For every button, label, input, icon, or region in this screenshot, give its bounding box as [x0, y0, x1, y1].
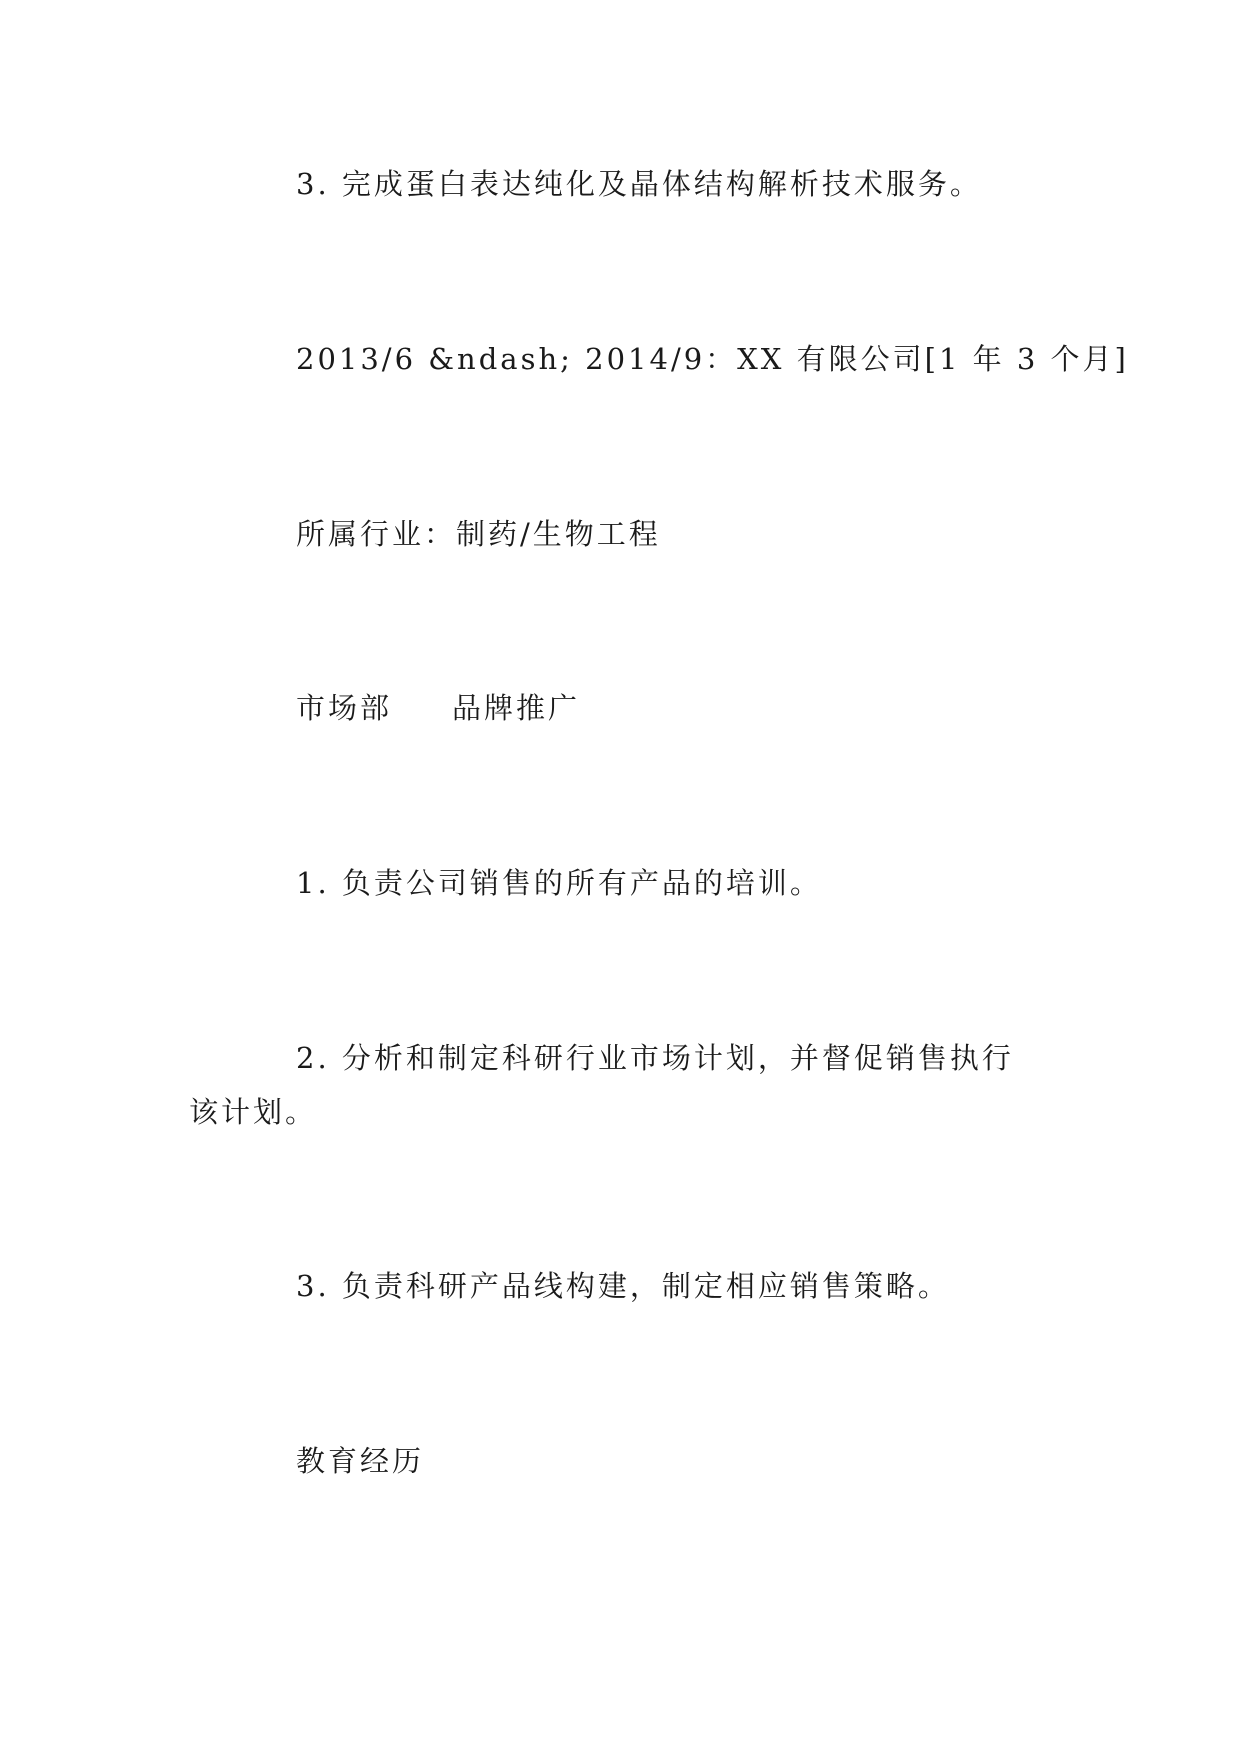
department: 市场部: [296, 691, 393, 725]
education-heading: 教育经历: [296, 1444, 425, 1478]
duty-item-2-continuation: 该计划。: [189, 1095, 318, 1129]
department-position-line: [296, 688, 580, 728]
duty-item-3-protein: 3. 完成蛋白表达纯化及晶体结构解析技术服务。: [296, 167, 982, 201]
duty-item-1-training: 1. 负责公司销售的所有产品的培训。: [296, 866, 822, 900]
employment-period: 2013/6 &ndash; 2014/9：XX 有限公司[1 年 3 个月]: [296, 342, 1129, 376]
position: 品牌推广: [452, 691, 581, 725]
industry-line: 所属行业：制药/生物工程: [296, 517, 661, 551]
duty-item-3-product-line: 3. 负责科研产品线构建，制定相应销售策略。: [296, 1269, 950, 1303]
duty-item-2-market-plan: 2. 分析和制定科研行业市场计划，并督促销售执行: [296, 1041, 1014, 1075]
